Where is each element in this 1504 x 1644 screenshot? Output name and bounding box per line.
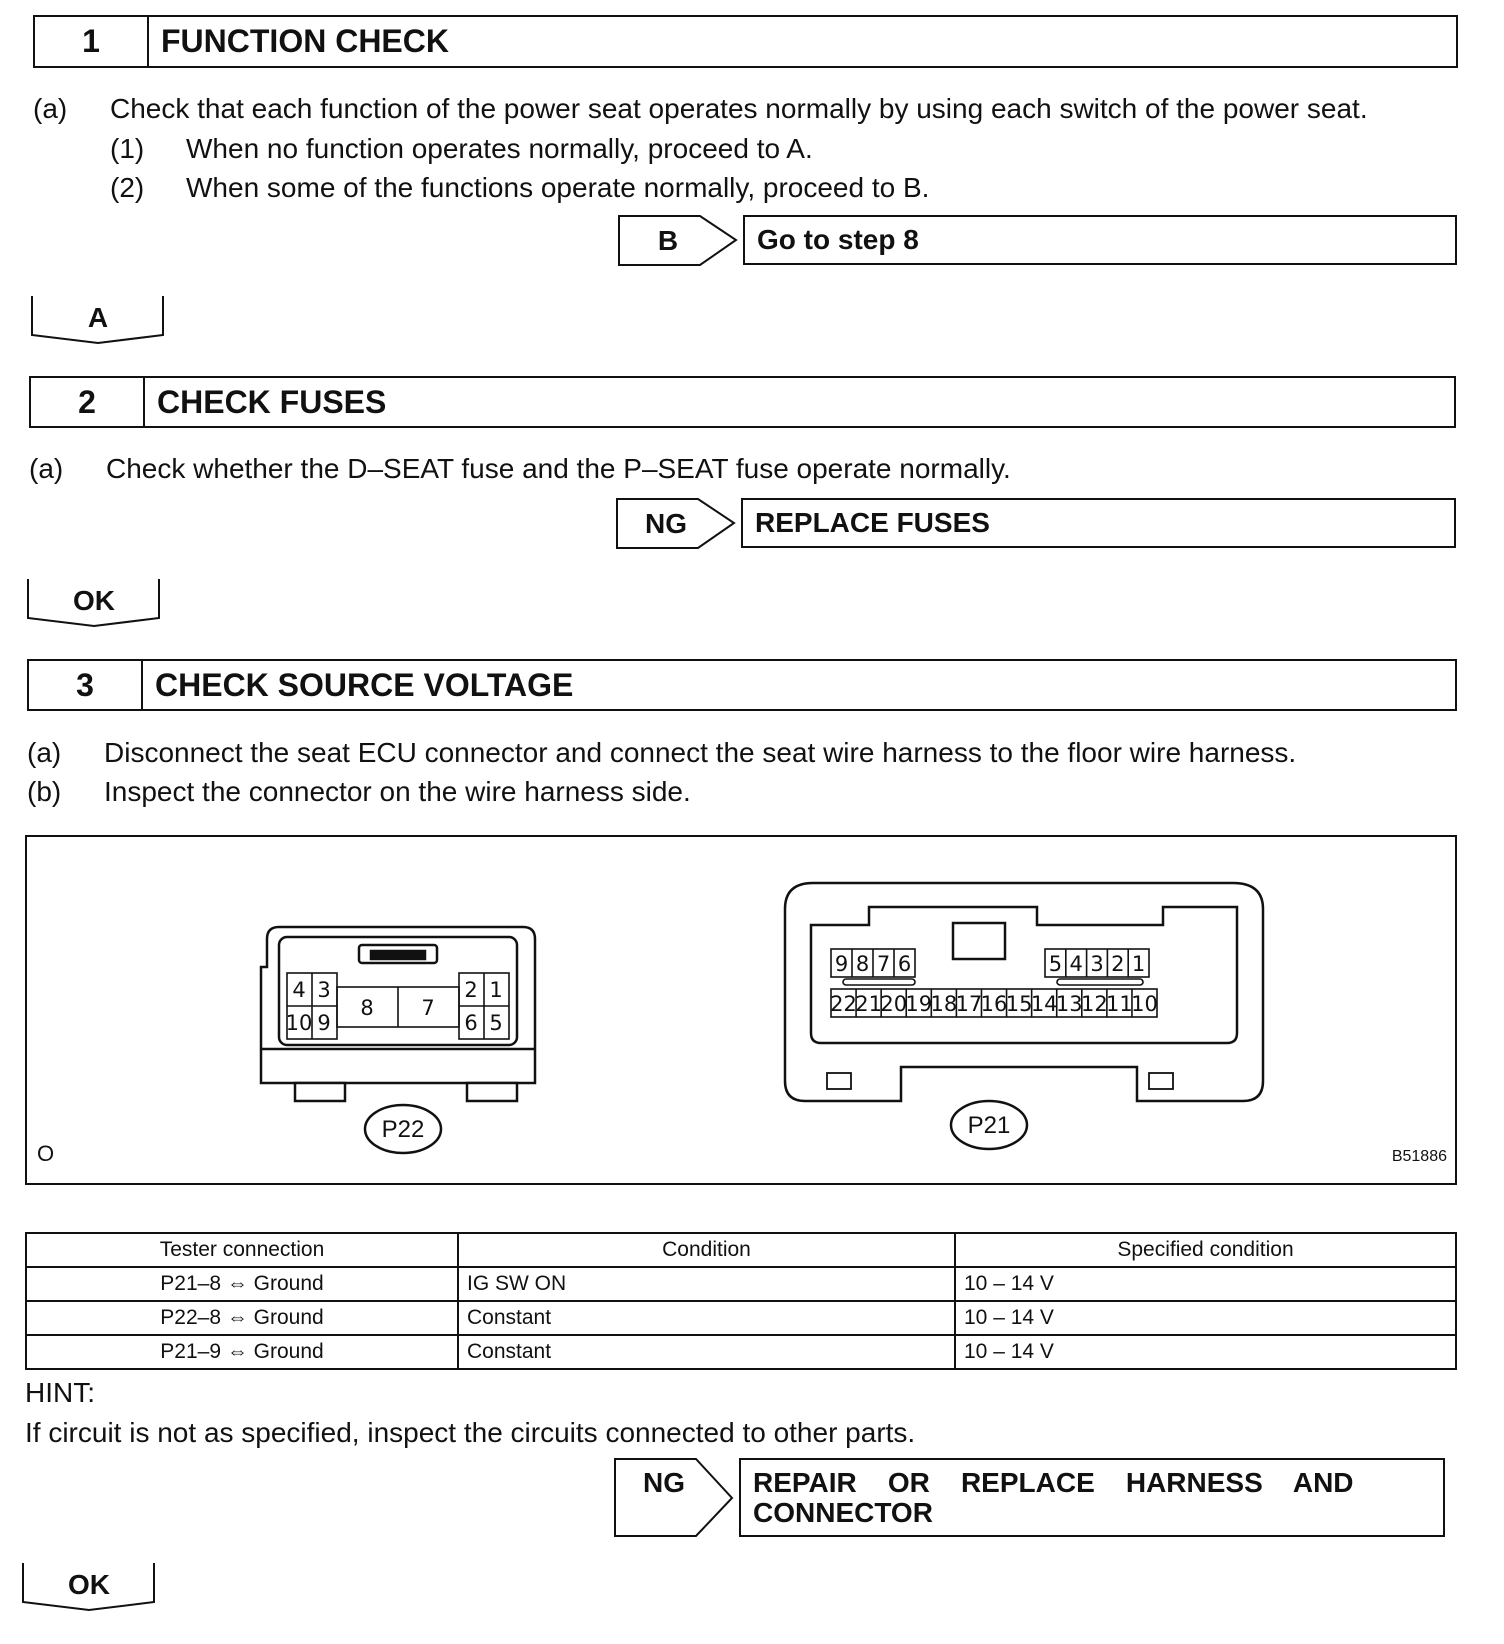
pin-label: 20 — [880, 992, 908, 1016]
pin-label: 14 — [1030, 992, 1058, 1016]
pin-label: 6 — [897, 952, 912, 976]
result-action-box: REPLACE FUSES — [741, 498, 1456, 548]
table-header: Tester connection — [26, 1233, 458, 1267]
result-text-line: REPAIR OR REPLACE HARNESS AND — [753, 1467, 1354, 1498]
table-cell: P22–8 ⇔ Ground — [26, 1301, 458, 1335]
table-cell: Constant — [458, 1301, 955, 1335]
pin-label: 10 — [285, 1011, 313, 1035]
item-text: Check that each function of the power seat operates normally by using each switch of the power seat. — [110, 93, 1368, 124]
p22-label: P22 — [381, 1116, 425, 1143]
table-header-row — [26, 1233, 1456, 1267]
table-row — [26, 1301, 1456, 1335]
result-code: NG — [645, 508, 687, 539]
result-action-box — [739, 1458, 1445, 1537]
flow-label: OK — [68, 1569, 110, 1600]
table-header: Condition — [458, 1233, 955, 1267]
item-label: (a) — [33, 93, 68, 124]
pin-label: 3 — [317, 978, 331, 1002]
result-action-box: Go to step 8 — [743, 215, 1457, 265]
pin-label: 7 — [421, 996, 435, 1020]
pin-label: 5 — [489, 1011, 503, 1035]
pin-label: 16 — [980, 992, 1008, 1016]
result-code: B — [657, 225, 679, 256]
pin-label: 11 — [1106, 992, 1133, 1016]
pin-label: 8 — [855, 952, 870, 976]
pin-label: 21 — [855, 992, 882, 1016]
step-number: 3 — [29, 661, 143, 709]
flow-label: OK — [73, 585, 115, 616]
pin-label: 17 — [955, 992, 983, 1016]
pin-label: 9 — [834, 952, 849, 976]
pin-label: 9 — [317, 1011, 331, 1035]
spec-table — [25, 1232, 1457, 1370]
corner-mark: O — [37, 1141, 55, 1166]
pin-label: 3 — [1090, 952, 1104, 976]
table-header: Specified condition — [955, 1233, 1456, 1267]
pin-label: 2 — [464, 978, 478, 1002]
hint-text: If circuit is not as specified, inspect the circuits connected to other parts. — [25, 1417, 916, 1448]
connector-diagram — [25, 835, 1457, 1185]
pin-label: 8 — [360, 996, 374, 1020]
item-label: (b) — [27, 776, 62, 807]
table-cell: 10 – 14 V — [955, 1301, 1456, 1335]
item-text: When some of the functions operate normally, proceed to B. — [186, 172, 930, 203]
pin-label: 13 — [1055, 992, 1083, 1016]
step-3-header — [27, 659, 1457, 711]
figure-code: B51886 — [1391, 1148, 1447, 1165]
p21-label: P21 — [967, 1112, 1011, 1139]
pin-label: 7 — [876, 952, 891, 976]
pin-label: 4 — [292, 978, 306, 1002]
pin-label: 6 — [464, 1011, 478, 1035]
pin-label: 1 — [489, 978, 503, 1002]
pin-label: 10 — [1131, 992, 1158, 1016]
connector-diagram-svg — [27, 837, 1455, 1183]
result-text-line: CONNECTOR — [753, 1497, 933, 1528]
item-label: (2) — [110, 172, 145, 203]
table-cell: 10 – 14 V — [955, 1267, 1456, 1301]
pin-label: 12 — [1080, 992, 1108, 1016]
step-1-header — [33, 15, 1458, 68]
step-title: CHECK FUSES — [157, 383, 387, 420]
hint-label: HINT: — [25, 1377, 95, 1408]
step-number: 2 — [31, 378, 145, 426]
item-label: (a) — [27, 737, 62, 768]
step-2-header — [29, 376, 1456, 428]
pin-label: 22 — [830, 992, 857, 1016]
item-label: (a) — [29, 453, 64, 484]
pin-label: 2 — [1111, 952, 1125, 976]
pin-label: 18 — [930, 992, 958, 1016]
step-number: 1 — [35, 17, 149, 66]
item-label: (1) — [110, 133, 145, 164]
result-code: NG — [643, 1467, 685, 1498]
item-text: Disconnect the seat ECU connector and connect the seat wire harness to the floor wire harness. — [104, 737, 1297, 768]
pin-label: 5 — [1048, 952, 1063, 976]
step-title: CHECK SOURCE VOLTAGE — [155, 666, 574, 703]
table-cell: P21–8 ⇔ Ground — [26, 1267, 458, 1301]
item-text: When no function operates normally, proceed to A. — [186, 133, 813, 164]
table-cell: Constant — [458, 1335, 955, 1369]
table-cell: 10 – 14 V — [955, 1335, 1456, 1369]
pin-label: 15 — [1005, 992, 1033, 1016]
table-cell: P21–9 ⇔ Ground — [26, 1335, 458, 1369]
pin-label: 1 — [1131, 952, 1146, 976]
pin-label: 19 — [905, 992, 933, 1016]
flow-label: A — [87, 302, 109, 333]
table-row — [26, 1267, 1456, 1301]
table-row — [26, 1335, 1456, 1369]
step-title: FUNCTION CHECK — [161, 23, 449, 59]
item-text: Inspect the connector on the wire harness side. — [104, 776, 691, 807]
item-text: Check whether the D–SEAT fuse and the P–SEAT fuse operate normally. — [106, 453, 1011, 484]
pin-label: 4 — [1069, 952, 1083, 976]
table-cell: IG SW ON — [458, 1267, 955, 1301]
